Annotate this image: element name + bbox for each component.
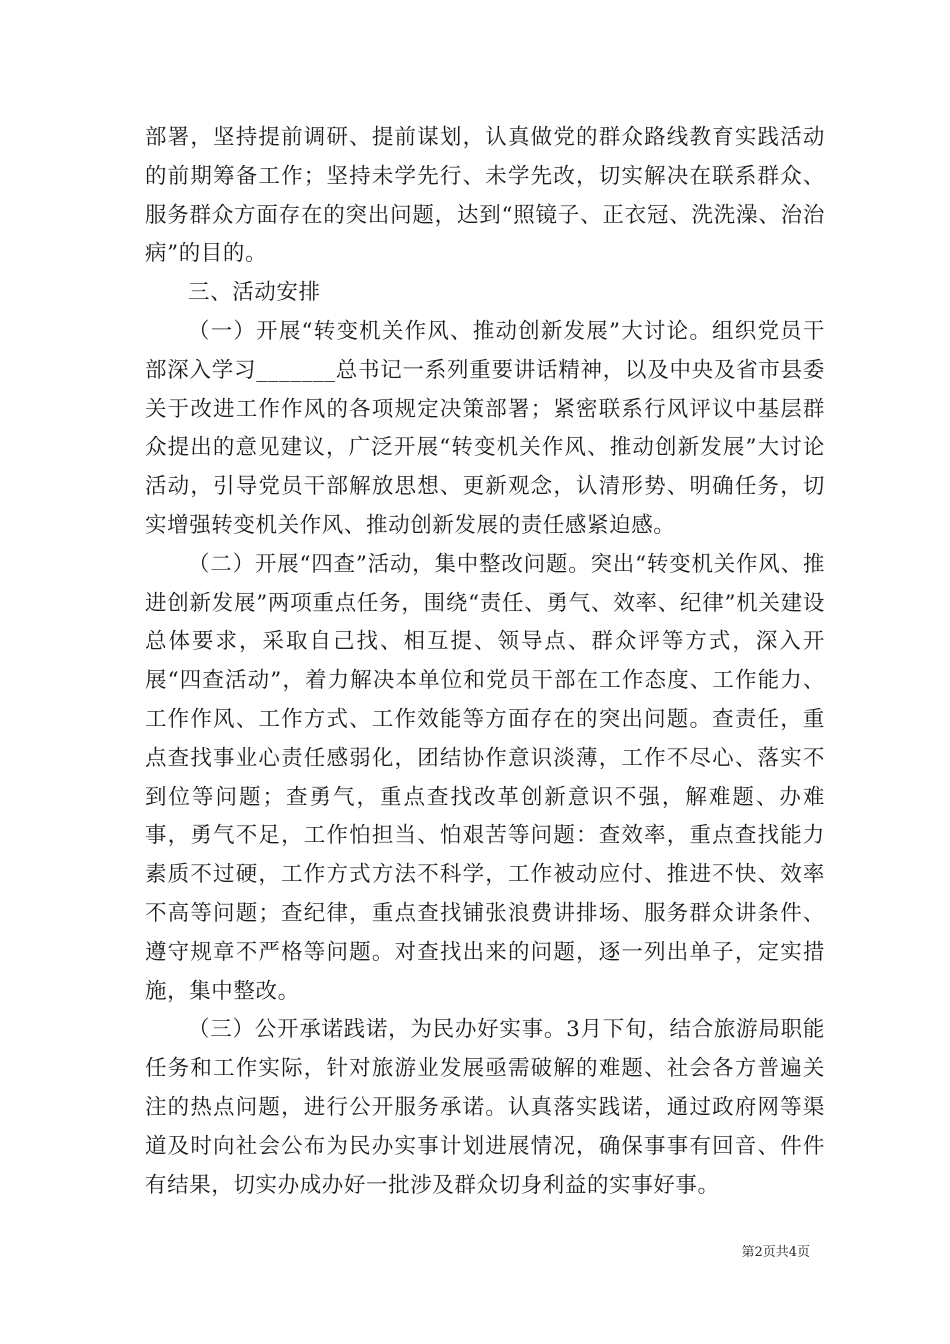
section-heading: 三、活动安排 — [188, 280, 321, 306]
page-number: 第2页共4页 — [741, 1245, 810, 1260]
document-body — [145, 119, 825, 1205]
paragraph-item-1: （一）开展“转变机关作风、推动创新发展”大讨论。组织党员干部深入学习_______总书记一系列重要讲话精神，以及中央及省市县委关于改进工作作风的各项规定决策部署；紧密联系行风评议中基层群众提出的意见建议，广泛开展“转变机关作风、推动创新发展”大讨论活动，引导党员干部解放思想、更新观念，认清形势、明确任务，切实增强转变机关作风、推动创新发展的责任感紧迫感。 — [145, 318, 825, 538]
paragraph-continuation: 部署，坚持提前调研、提前谋划，认真做党的群众路线教育实践活动的前期筹备工作；坚持未学先行、未学先改，切实解决在联系群众、服务群众方面存在的突出问题，达到“照镜子、正衣冠、洗洗澡、治治病”的目的。 — [145, 125, 825, 267]
paragraph-item-3: （三）公开承诺践诺，为民办好实事。3月下旬，结合旅游局职能任务和工作实际，针对旅游业发展亟需破解的难题、社会各方普遍关注的热点问题，进行公开服务承诺。认真落实践诺，通过政府网等渠道及时向社会公布为民办实事计划进展情况，确保事事有回音、件件有结果，切实办成办好一批涉及群众切身利益的实事好事。 — [145, 1017, 825, 1198]
paragraph-item-2: （二）开展“四查”活动，集中整改问题。突出“转变机关作风、推进创新发展”两项重点任务，围绕“责任、勇气、效率、纪律”机关建设总体要求，采取自己找、相互提、领导点、群众评等方式，深入开展“四查活动”，着力解决本单位和党员干部在工作态度、工作能力、工作作风、工作方式、工作效能等方面存在的突出问题。查责任，重点查找事业心责任感弱化，团结协作意识淡薄，工作不尽心、落实不到位等问题；查勇气，重点查找改革创新意识不强，解难题、办难事，勇气不足，工作怕担当、怕艰苦等问题：查效率，重点查找能力素质不过硬，工作方式方法不科学，工作被动应付、推进不快、效率不高等问题；查纪律，重点查找铺张浪费讲排场、服务群众讲条件、遵守规章不严格等问题。对查找出来的问题，逐一列出单子，定实措施，集中整改。 — [145, 551, 825, 1004]
